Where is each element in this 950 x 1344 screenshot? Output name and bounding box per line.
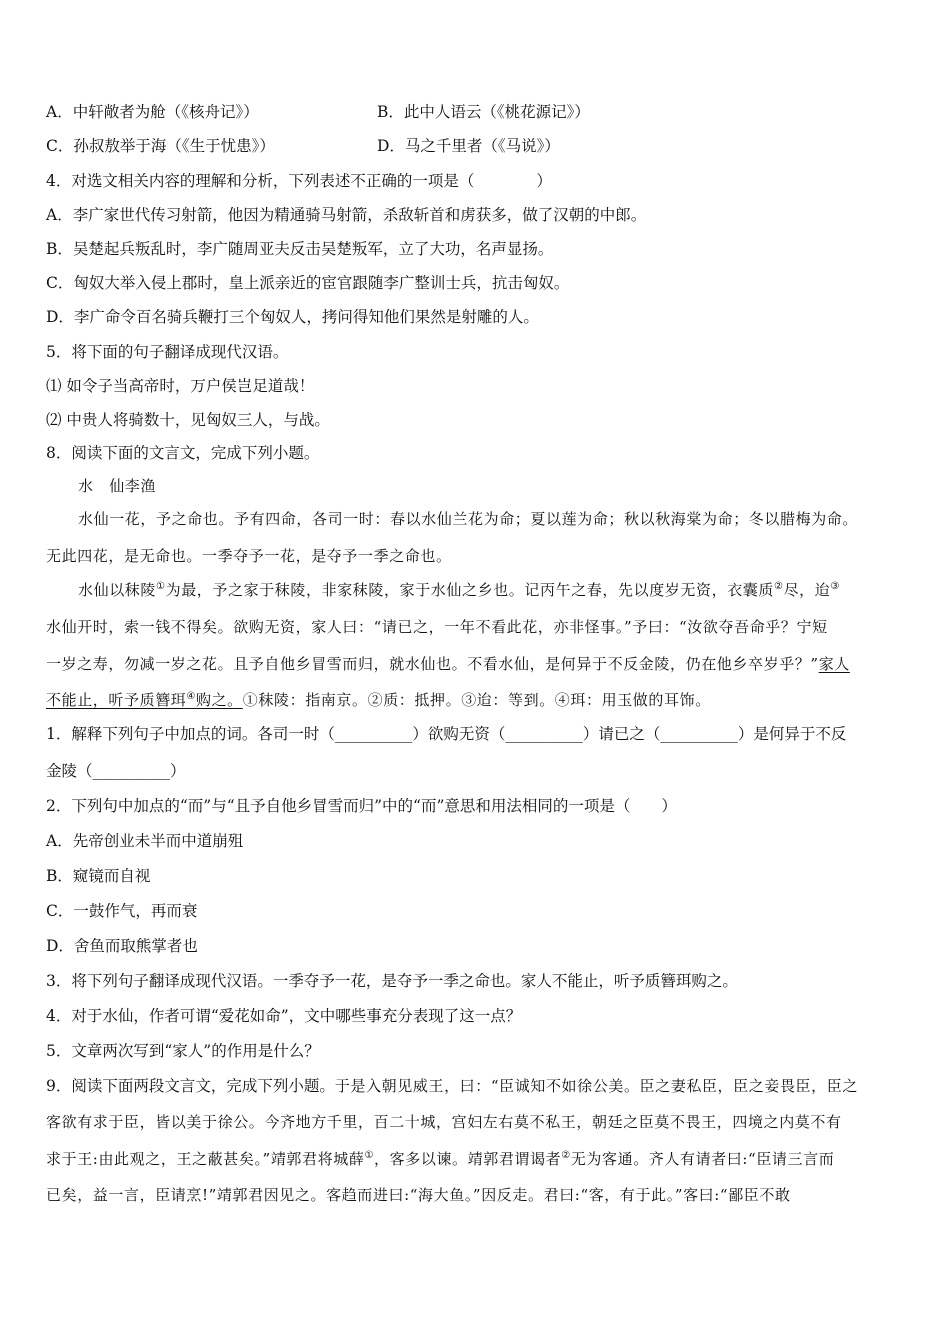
q8-2-option-b: B．窥镜而自视	[46, 867, 151, 885]
q8-3: 3．将下列句子翻译成现代汉语。一季夺予一花，是夺予一季之命也。家人不能止，听予质簪珥购之。	[46, 972, 738, 990]
text-span: 求于王:由此观之，王之蔽甚矣。”靖郭君将城薛	[46, 1150, 365, 1168]
text-span: 于是入朝见威王，曰：“臣诚知不如徐公美。臣之妻私臣，臣之妾畏臣，臣之	[334, 1077, 858, 1095]
q8-stem: 8．阅读下面的文言文，完成下列小题。	[46, 444, 320, 462]
q4-option-d: D．李广命令百名骑兵鞭打三个匈奴人，拷问得知他们果然是射雕的人。	[46, 308, 539, 326]
q9-line4: 已矣，益一言，臣请烹!”靖郭君因见之。客趋而进曰:“海大鱼。”因反走。君曰:“客，有于此。”客曰:“鄙臣不敢	[46, 1186, 791, 1204]
text-span: 购之。	[195, 691, 243, 709]
footnotes: ①秣陵：指南京。②质：抵押。③迨：等到。④珥：用玉做的耳饰。	[242, 691, 711, 709]
footnote-mark-1: ①	[364, 1150, 375, 1161]
footnote-mark-1: ①	[156, 581, 166, 592]
q4-option-c: C．匈奴大举入侵上郡时，皇上派亲近的宦官跟随李广整训士兵，抗击匈奴。	[46, 274, 570, 292]
option-b: B．此中人语云（《桃花源记》）	[377, 103, 590, 121]
underlined-text: 家人	[818, 655, 850, 673]
text-span: 尽，迨	[783, 581, 831, 599]
passage-p2-line2: 水仙开时，索一钱不得矣。欲购无资，家人曰：“请已之，一年不看此花，亦非怪事。”予曰：“汝欲夺吾命乎？宁短	[46, 618, 828, 636]
footnote-mark-2: ②	[561, 1150, 571, 1161]
text-span: ，客多以谏。靖郭君谓谒者	[374, 1150, 562, 1168]
q5-sentence-1: ⑴ 如令子当高帝时，万户侯岂足道哉！	[46, 377, 315, 395]
footnote-mark-2: ②	[774, 581, 784, 592]
q5-sentence-2: ⑵ 中贵人将骑数十，见匈奴三人，与战。	[46, 411, 330, 429]
q4-option-a: A．李广家世代传习射箭，他因为精通骑马射箭，杀敌斩首和虏获多，做了汉朝的中郎。	[46, 206, 647, 224]
option-d: D．马之千里者（《马说》）	[377, 137, 560, 155]
q9-line3	[46, 1149, 834, 1169]
q8-2-option-c: C．一鼓作气，再而衰	[46, 902, 198, 920]
text-span: 为最，予之家于秣陵，非家秣陵，家于水仙之乡也。记丙午之春，先以度岁无资，衣囊质	[165, 581, 774, 599]
q5-stem: 5．将下面的句子翻译成现代汉语。	[46, 343, 289, 361]
passage-p1-line1: 水仙一花，予之命也。予有四命，各司一时：春以水仙兰花为命；夏以莲为命；秋以秋海棠为命；冬以腊梅为命。	[78, 510, 859, 528]
option-c: C．孙叔敖举于海（《生于忧患》）	[46, 137, 275, 155]
footnote-mark-3: ③	[830, 581, 840, 592]
text-span: 水仙以秣陵	[78, 581, 157, 599]
q8-1-line2: 金陵（__________）	[46, 762, 186, 780]
q9-line2: 客欲有求于臣，皆以美于徐公。今齐地方千里，百二十城，宫妇左右莫不私王，朝廷之臣莫不畏王，四境之内莫不有	[46, 1113, 842, 1131]
q8-2-option-a: A．先帝创业未半而中道崩殂	[46, 832, 244, 850]
option-row-ab	[46, 102, 590, 122]
text-span: 一岁之寿，勿减一岁之花。且予自他乡冒雪而归，就水仙也。不看水仙，是何异于不反金陵，仍在他乡卒岁乎？”	[46, 655, 819, 673]
passage-p2-line3	[46, 654, 850, 674]
q8-4: 4．对于水仙，作者可谓“爱花如命”，文中哪些事充分表现了这一点？	[46, 1007, 522, 1025]
passage-p2-line1	[78, 580, 840, 600]
footnote-mark-4: ④	[186, 691, 196, 702]
q8-2-option-d: D．舍鱼而取熊掌者也	[46, 937, 198, 955]
q8-5: 5．文章两次写到“家人”的作用是什么？	[46, 1042, 320, 1060]
q9-stem: 9．阅读下面两段文言文，完成下列小题。	[46, 1077, 335, 1095]
q8-2-stem: 2．下列句中加点的“而”与“且予自他乡冒雪而归”中的“而”意思和用法相同的一项是（ ）	[46, 797, 677, 815]
underlined-text	[46, 691, 243, 709]
option-row-cd	[46, 136, 560, 156]
q4-option-b: B．吴楚起兵叛乱时，李广随周亚夫反击吴楚叛军，立了大功，名声显扬。	[46, 240, 554, 258]
text-span: 不能止，听予质簪珥	[46, 691, 187, 709]
text-span: 无为客通。齐人有请者曰:“臣请三言而	[570, 1150, 835, 1168]
q9-line1	[46, 1076, 858, 1096]
q8-1-line1: 1．解释下列句子中加点的词。各司一时（__________）欲购无资（__________）请已之（__________）是何异于不反	[46, 725, 847, 743]
q4-stem: 4．对选文相关内容的理解和分析，下列表述不正确的一项是（ ）	[46, 172, 552, 190]
passage-p1-line2: 无此四花，是无命也。一季夺予一花，是夺予一季之命也。	[46, 547, 452, 565]
passage-title: 水 仙李渔	[78, 477, 157, 495]
option-a: A．中轩敞者为舱（《核舟记》）	[46, 103, 259, 121]
passage-p2-line4	[46, 690, 711, 710]
